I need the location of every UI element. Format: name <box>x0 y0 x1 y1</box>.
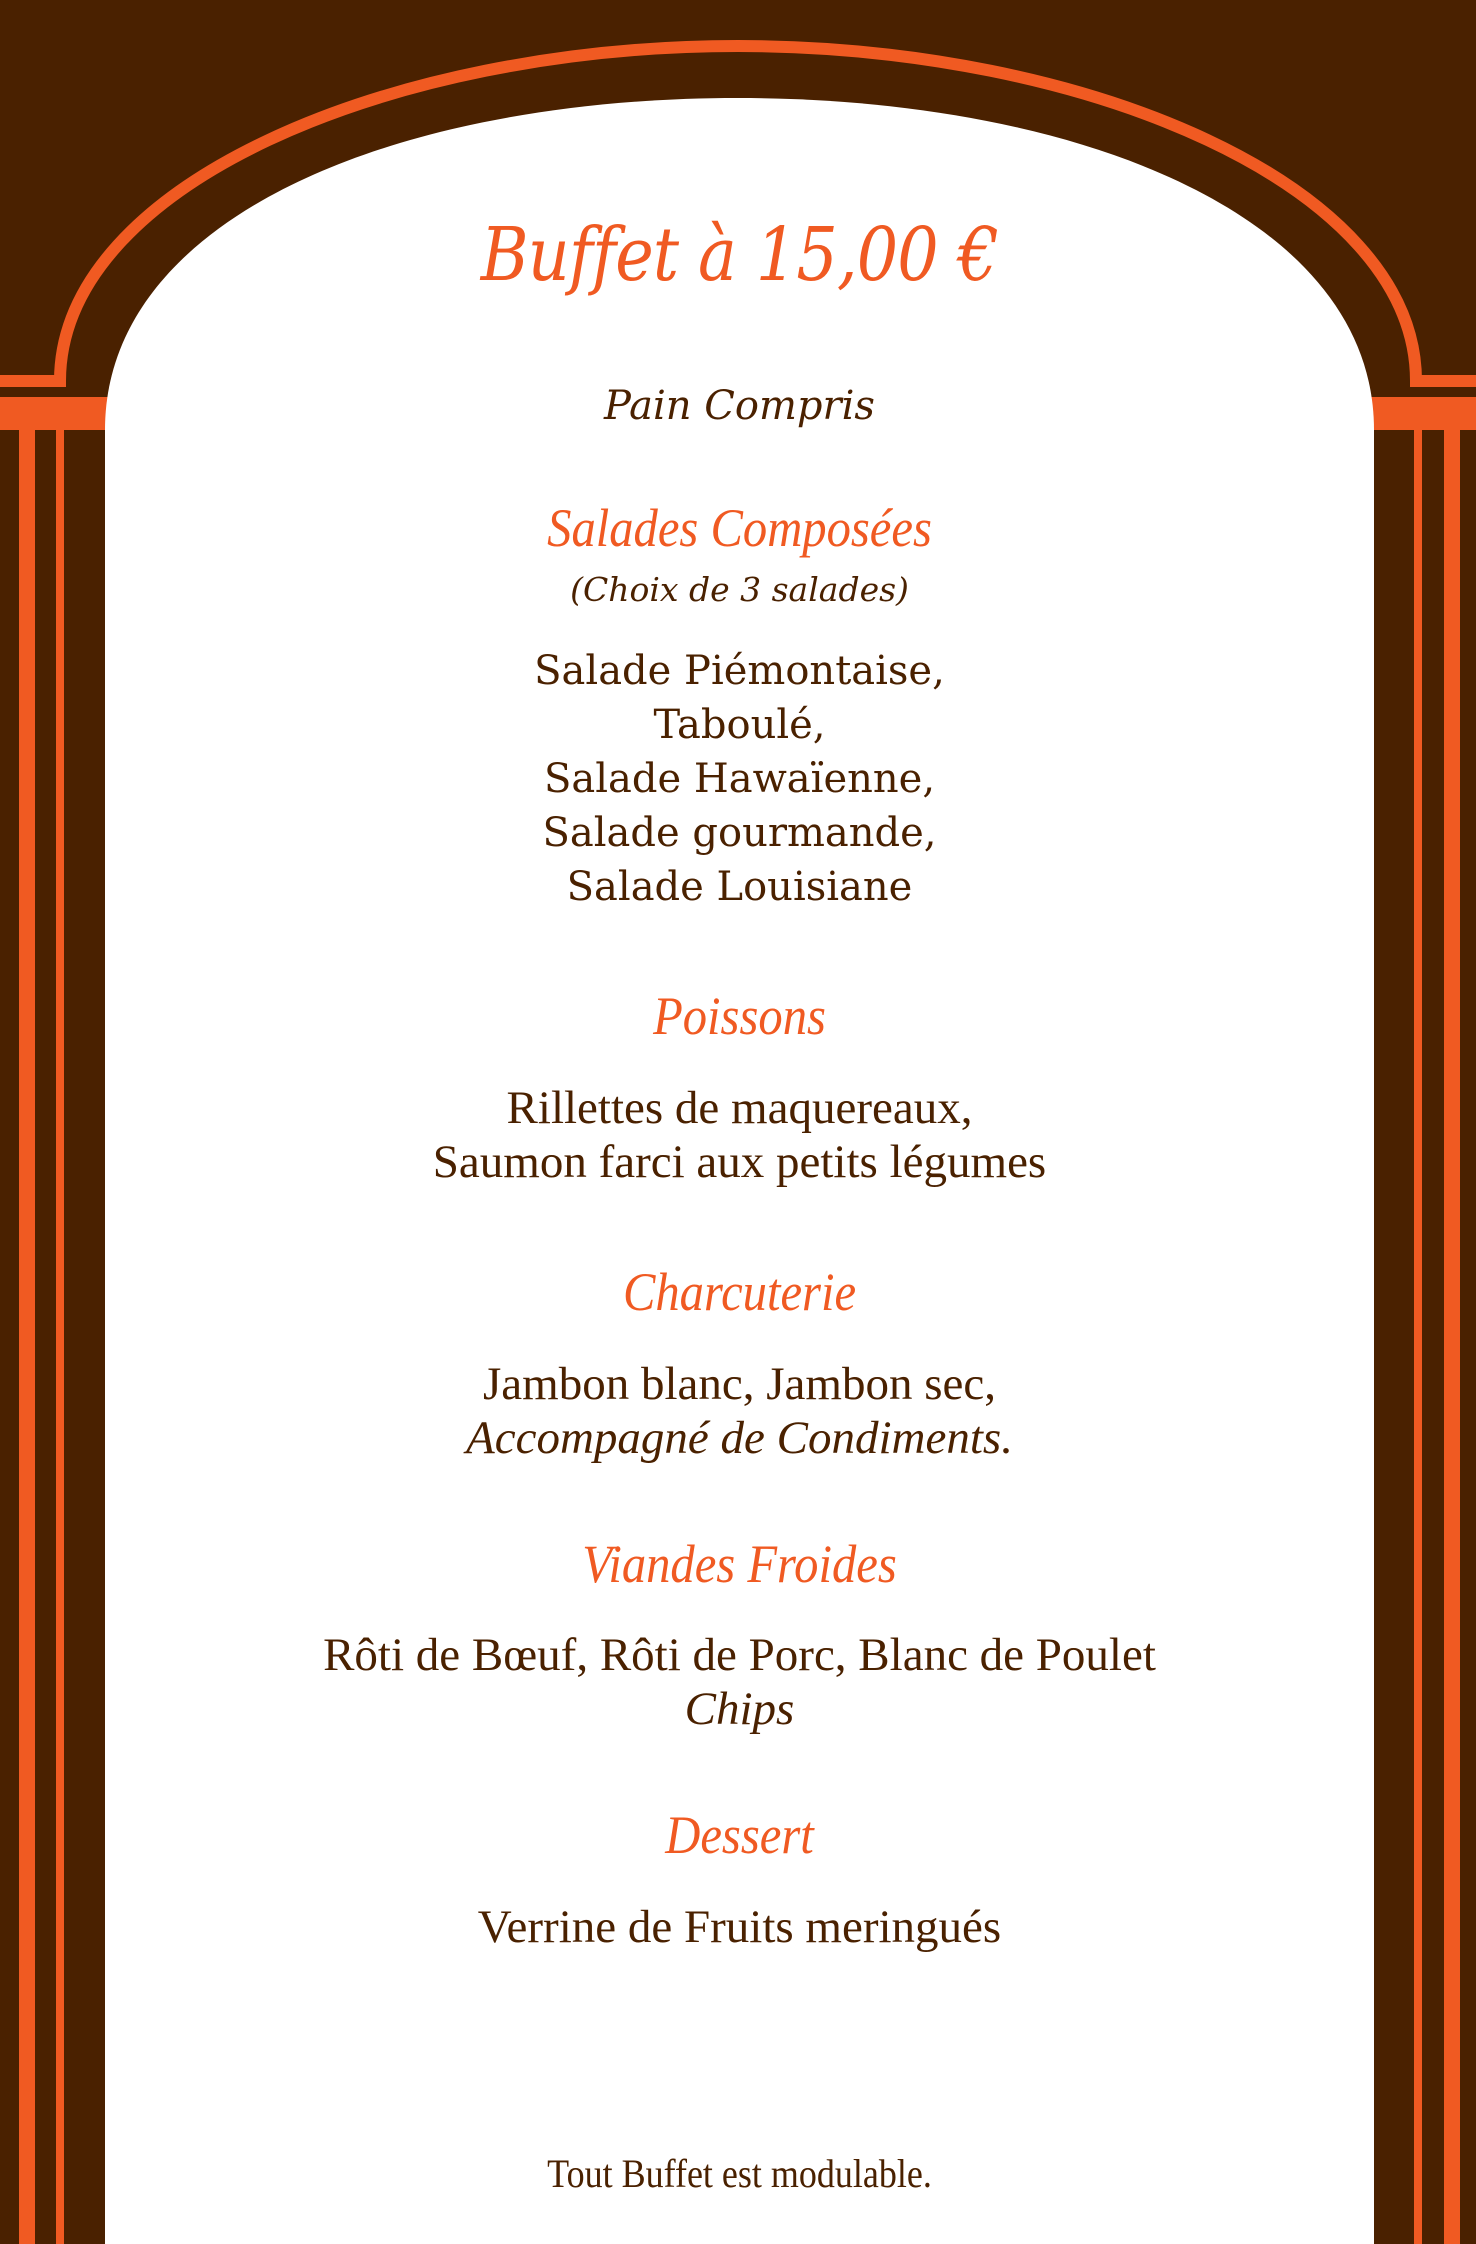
list-item: Rôti de Bœuf, Rôti de Porc, Blanc de Poulet <box>323 1629 1156 1681</box>
section-title-poissons: Poissons <box>653 986 826 1046</box>
left-column-stripe-thick <box>19 430 35 2244</box>
section-title-dessert: Dessert <box>665 1805 814 1865</box>
list-item: Chips <box>684 1683 795 1735</box>
section-items-poissons <box>105 1081 1374 1189</box>
menu-title: Buffet à 15,00 € <box>480 212 999 298</box>
left-capital-band <box>0 397 110 430</box>
list-item: Salade Piémontaise, <box>534 648 945 694</box>
list-item: Salade gourmande, <box>542 810 937 856</box>
list-item: Salade Louisiane <box>566 864 913 910</box>
left-column-stripe-thin <box>56 430 64 2244</box>
footer-note: Tout Buffet est modulable. <box>547 2151 932 2196</box>
list-item: Verrine de Fruits meringués <box>477 1901 1002 1953</box>
section-title-salades: Salades Composées <box>547 498 932 558</box>
section-title-charcuterie: Charcuterie <box>622 1262 857 1322</box>
list-item: Rillettes de maquereaux, <box>506 1082 973 1134</box>
list-item: Jambon blanc, Jambon sec, <box>483 1358 996 1410</box>
list-item: Taboulé, <box>653 702 826 748</box>
right-column-stripe-thin <box>1414 430 1422 2244</box>
section-items-salades <box>105 644 1374 914</box>
section-items-charcuterie <box>105 1357 1374 1465</box>
section-note-salades: (Choix de 3 salades) <box>570 570 909 609</box>
right-column-stripe-thick <box>1444 430 1460 2244</box>
list-item: Accompagné de Condiments. <box>466 1412 1013 1464</box>
list-item: Saumon farci aux petits légumes <box>432 1136 1047 1188</box>
list-item: Salade Hawaïenne, <box>543 756 936 802</box>
right-capital-band <box>1368 397 1476 430</box>
menu-subtitle: Pain Compris <box>604 383 875 429</box>
section-title-viandes: Viandes Froides <box>582 1534 897 1594</box>
section-items-viandes <box>105 1628 1374 1736</box>
section-items-dessert <box>105 1900 1374 1954</box>
